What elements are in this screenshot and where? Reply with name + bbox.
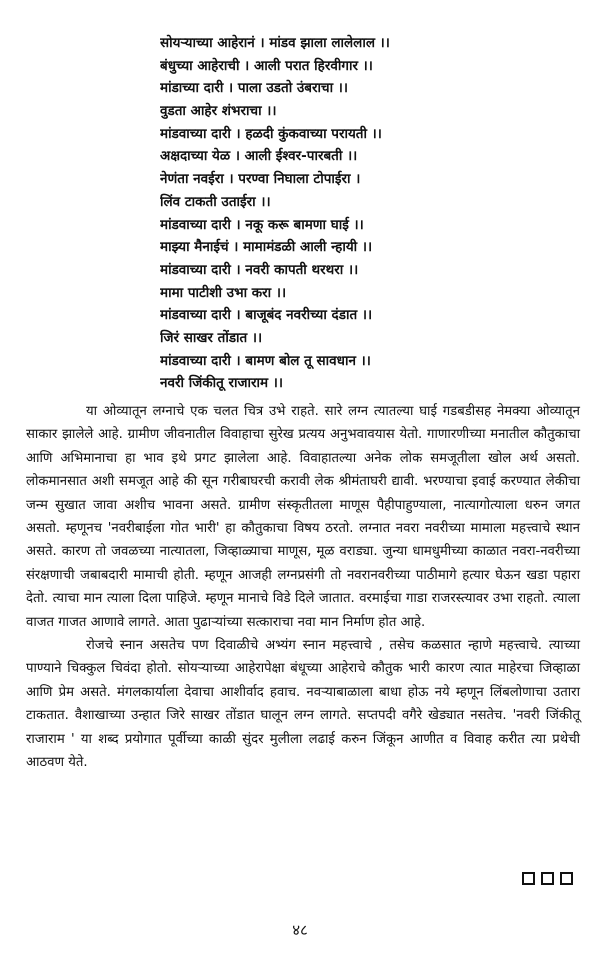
verse-line: मांडवाच्या दारी । नकू करू बामणा घाई ।। (160, 216, 364, 233)
section-end-marks (522, 872, 573, 885)
verse-line: मांडाच्या दारी । पाला उडतो उंबराचा ।। (160, 80, 349, 97)
verse-line: जिरं साखर तोंडात ।। (160, 329, 263, 346)
verse-line: नवरी जिंकीतू राजाराम ।। (160, 375, 284, 392)
verse-line: नेणंता नवईरा । परण्वा निघाला टोपाईरा । (160, 171, 361, 188)
verse-line: अक्षदाच्या येळ । आली ईश्वर-पारबती ।। (160, 148, 358, 165)
verse-line: बंधुच्या आहेराची । आली परात हिरवीगार ।। (160, 57, 373, 74)
verse-line: मामा पाटीशी उभा करा ।। (160, 284, 287, 301)
square-mark-icon (522, 872, 535, 885)
verse-line: मांडवाच्या दारी । नवरी कापती थरथरा ।। (160, 261, 359, 278)
verse-line: माझ्या मैनाईचं । मामामंडळी आली न्हायी ।। (160, 239, 373, 256)
paragraph-wedding-customs: या ओव्यातून लग्नाचे एक चलत चित्र उभे राहते. सारे लग्न त्यातल्या घाई गडबडीसह नेमक्या ओव्यातून साकार झालेले आहे. ग्रामीण जीवनातील विवाहाचा सुरेख प्रत्यय अनुभवावयास येतो. गाणारणीच्या मनातील कौतुकाचा आणि अभिमानाचा हा भाव इथे प्रगट झालेला आहे. विवाहातल्या अनेक लोक समजूतीला खोल अर्थ असतो. लोकमानसात अशी समजूत आहे की सून गरीबाघरची करावी लेक श्रीमंताघरी द्यावी. भरण्याचा इवाई करण्यात लेकीचा जन्म सुखात जावा अशीच भावना असते. ग्रामीण संस्कृतीतला माणूस पैहीपाहुण्याला, नात्यागोत्याला धरुन जगत असतो. म्हणूनच 'नवरीबाईला गोत भारी' हा कौतुकाचा विषय ठरतो. लग्नात नवरा नवरीच्या मामाला महत्त्वाचे स्थान असते. कारण तो जवळच्या नात्यातला, जिव्हाळ्याचा माणूस, मूळ वराड्या. जुन्या धामधुमीच्या काळात नवरा-नवरीच्या संरक्षणाची जबाबदारी मामाची होती. म्हणून आजही लग्नप्रसंगी तो नवरानवरीच्या पाठीमागे हत्यार घेऊन खडा पहारा देतो. त्याचा मान त्याला दिला पाहिजे. म्हणून मानाचे विडे दिले जातात. वरमाईचा गाडा राजरस्त्यावर उभा राहतो. त्याला वाजत गाजत आणावे लागते. आता पुढाऱ्यांच्या सत्काराचा नवा मान निर्माण होत आहे. (26, 404, 580, 630)
page-number: ४८ (292, 921, 308, 939)
verse-line: लिंव टाकती उताईरा ।। (160, 193, 271, 210)
verse-line: वुडता आहेर शंभराचा ।। (160, 103, 277, 120)
folk-song-verse (160, 32, 580, 395)
verse-line: मांडवाच्या दारी । बाजूबंद नवरीच्या दंडात ।। (160, 307, 373, 324)
verse-line: मांडवाच्या दारी । बामण बोल तू सावधान ।। (160, 352, 371, 369)
square-mark-icon (541, 872, 554, 885)
verse-line: सोयऱ्याच्या आहेरानं । मांडव झाला लालेलाल ।। (160, 35, 390, 51)
paragraph-bathing-rituals: रोजचे स्नान असतेच पण दिवाळीचे अभ्यंग स्नान महत्त्वाचे , तसेच कळसात न्हाणे महत्त्वाचे. त्याच्या पाण्याने चिक्कुल चिवंदा होतो. सोयऱ्याच्या आहेरापेक्षा बंधूच्या आहेराचे कौतुक भारी कारण त्यात माहेरचा जिव्हाळा आणि प्रेम असते. मंगलकार्याला देवाचा आशीर्वाद हवाच. नवऱ्याबाळाला बाधा होऊ नये म्हणून लिंबलोणाचा उतारा टाकतात. वैशाखाच्या उन्हात जिरे साखर तोंडात घालून लग्न लागते. सप्तपदी वगैरे खेड्यात नसतेच. 'नवरी जिंकीतू राजाराम ' या शब्द प्रयोगात पूर्वीच्या काळी सुंदर मुलीला लढाई करुन जिंकून आणीत व विवाह करीत त्या प्रथेची आठवण येते. (26, 638, 580, 771)
square-mark-icon (560, 872, 573, 885)
verse-line: मांडवाच्या दारी । हळदी कुंकवाच्या परायती ।। (160, 125, 382, 142)
body-text (26, 400, 580, 775)
